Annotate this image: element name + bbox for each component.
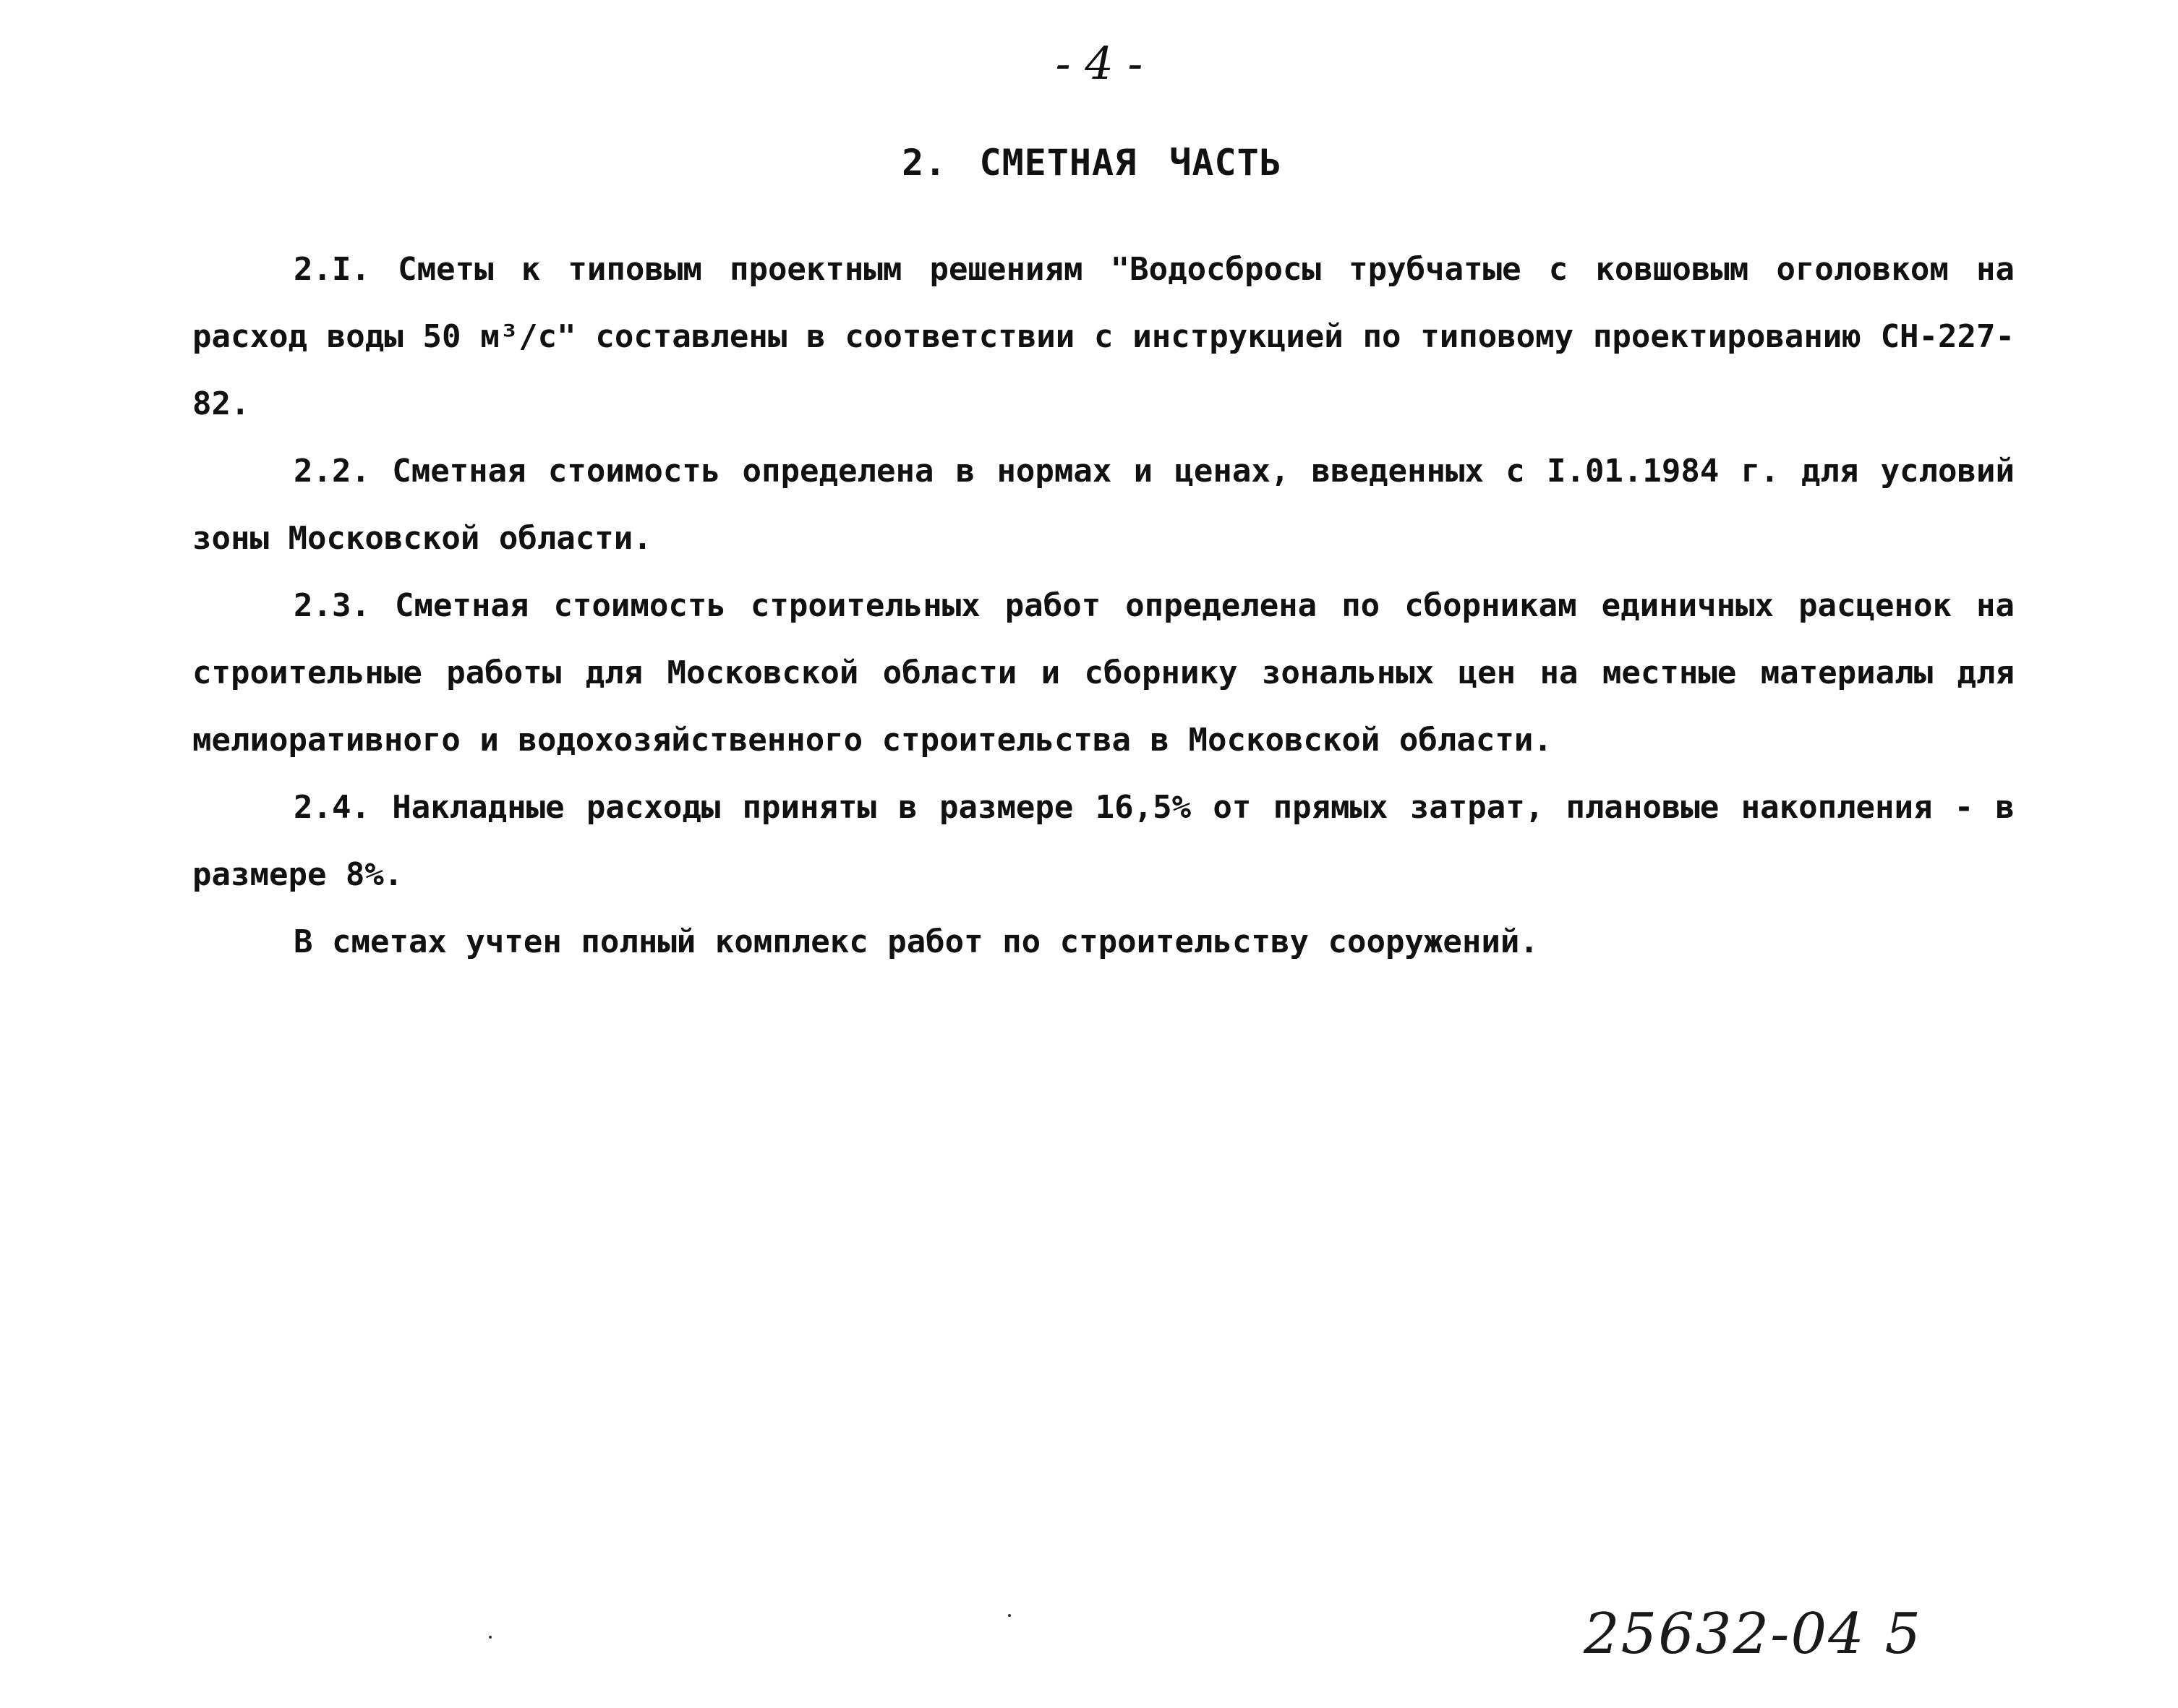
document-number-handwritten: 25632-04 5 — [1584, 1602, 1923, 1667]
paragraph-2-4: 2.4. Накладные расходы приняты в размере 16,5% от прямых затрат, плановые накопления - в размере 8%. — [192, 789, 2015, 893]
paragraph-2-2: 2.2. Сметная стоимость определена в нормах и ценах, введенных с I.01.1984 г. для условий зоны Московской области. — [192, 453, 2015, 557]
body-text — [192, 236, 2015, 975]
paragraph-scope: В сметах учтен полный комплекс работ по строительству сооружений. — [294, 923, 1539, 960]
scan-speck — [1008, 1614, 1011, 1617]
page-number: - 4 - — [1055, 37, 1143, 90]
paragraph-2-3: 2.3. Сметная стоимость строительных работ определена по сборникам единичных расценок на строительные работы для Московской области и сборнику зональных цен на местные материалы для мелиоративного и водохозяйственного строительства в Московской области. — [192, 587, 2015, 759]
section-title: 2. СМЕТНАЯ ЧАСТЬ — [902, 142, 1282, 184]
scan-speck — [489, 1636, 492, 1639]
paragraph-2-1: 2.I. Сметы к типовым проектным решениям "Водосбросы трубчатые с ковшовым оголовком на расход воды 50 м³/с" составлены в соответствии с инструкцией по типовому проектированию СН-227-82. — [192, 251, 2015, 422]
